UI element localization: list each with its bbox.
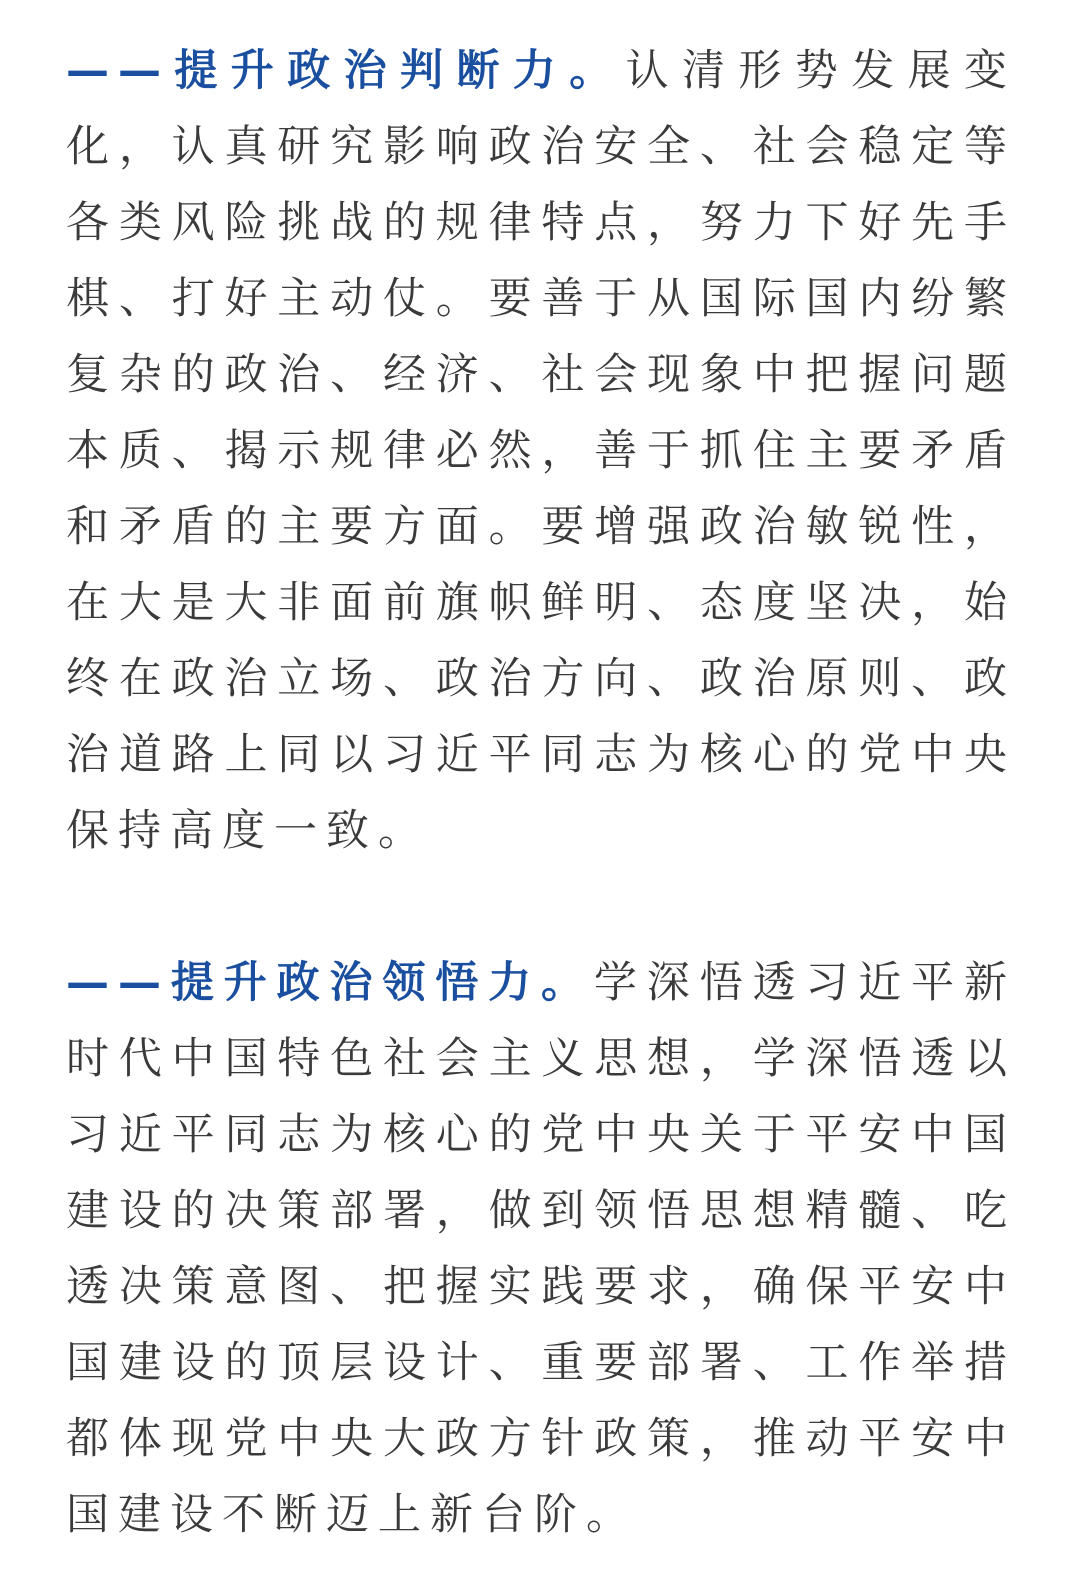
paragraph-body-text: 学深悟透习近平新时代中国特色社会主义思想，学深悟透以习近平同志为核心的党中央关于平安中国建设的决策部署，做到领悟思想精髓、吃透决策意图、把握实践要求，确保平安中国建设的顶层设计、重要部署、工作举措都体现党中央大政方针政策，推动平安中国建设不断迈上新台阶。 bbox=[66, 958, 1016, 1540]
paragraph-body-text: 认清形势发展变化，认真研究影响政治安全、社会稳定等各类风险挑战的规律特点，努力下好先手棋、打好主动仗。要善于从国际国内纷繁复杂的政治、经济、社会现象中把握问题本质、揭示规律必然，善于抓住主要矛盾和矛盾的主要方面。要增强政治敏锐性，在大是大非面前旗帜鲜明、态度坚决，始终在政治立场、政治方向、政治原则、政治道路上同以习近平同志为核心的党中央保持高度一致。 bbox=[66, 46, 1017, 856]
paragraph-political-comprehension bbox=[66, 945, 1016, 1553]
paragraph-lead-heading: ——提升政治判断力。 bbox=[66, 46, 626, 96]
paragraph-lead-heading: ——提升政治领悟力。 bbox=[66, 958, 594, 1008]
paragraph-political-judgment bbox=[66, 33, 1016, 869]
article-body bbox=[66, 33, 1016, 1553]
